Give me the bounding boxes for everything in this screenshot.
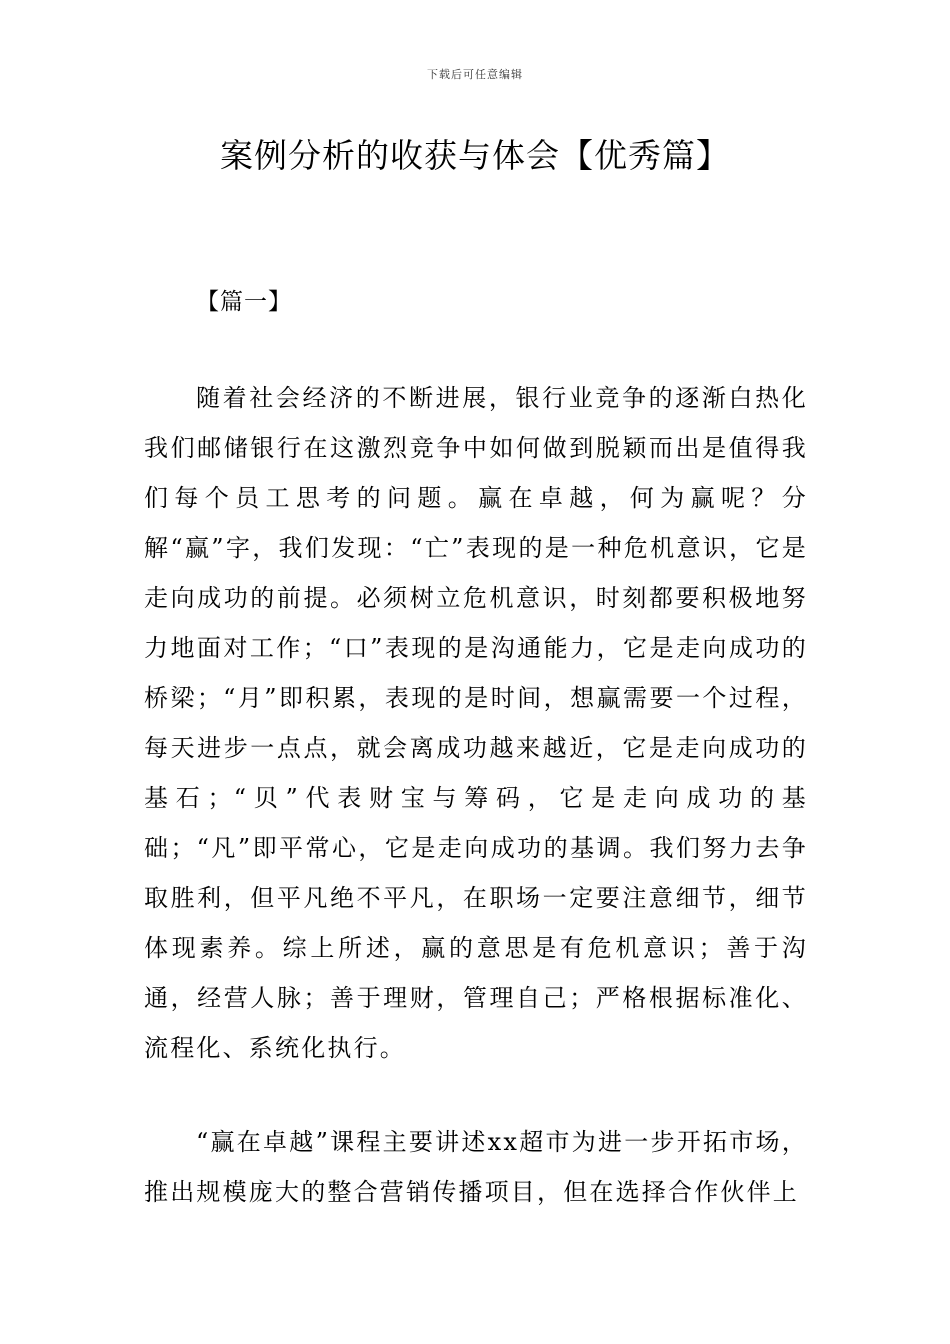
- body-paragraph: “赢在卓越”课程主要讲述xx超市为进一步开拓市场，推出规模庞大的整合营销传播项目，但在选择合作伙伴上: [144, 1128, 808, 1206]
- section-label: 【篇一】: [196, 289, 292, 315]
- header-note: 下载后可任意编辑: [427, 68, 523, 81]
- body-paragraph: 随着社会经济的不断进展，银行业竞争的逐渐白热化我们邮储银行在这激烈竞争中如何做到脱颖而出是值得我们每个员工思考的问题。赢在卓越，何为赢呢？分解“赢”字，我们发现：“亡”表现的是一种危机意识，它是走向成功的前提。必须树立危机意识，时刻都要积极地努力地面对工作；“口”表现的是沟通能力，它是走向成功的桥梁；“月”即积累，表现的是时间，想赢需要一个过程，每天进步一点点，就会离成功越来越近，它是走向成功的基石；“贝”代表财宝与筹码，它是走向成功的基础；“凡”即平常心，它是走向成功的基调。我们努力去争取胜利，但平凡绝不平凡，在职场一定要注意细节，细节体现素养。综上所述，赢的意思是有危机意识；善于沟通，经营人脉；善于理财，管理自己；严格根据标准化、流程化、系统化执行。: [144, 384, 808, 1062]
- document-title: 案例分析的收获与体会【优秀篇】: [220, 136, 730, 175]
